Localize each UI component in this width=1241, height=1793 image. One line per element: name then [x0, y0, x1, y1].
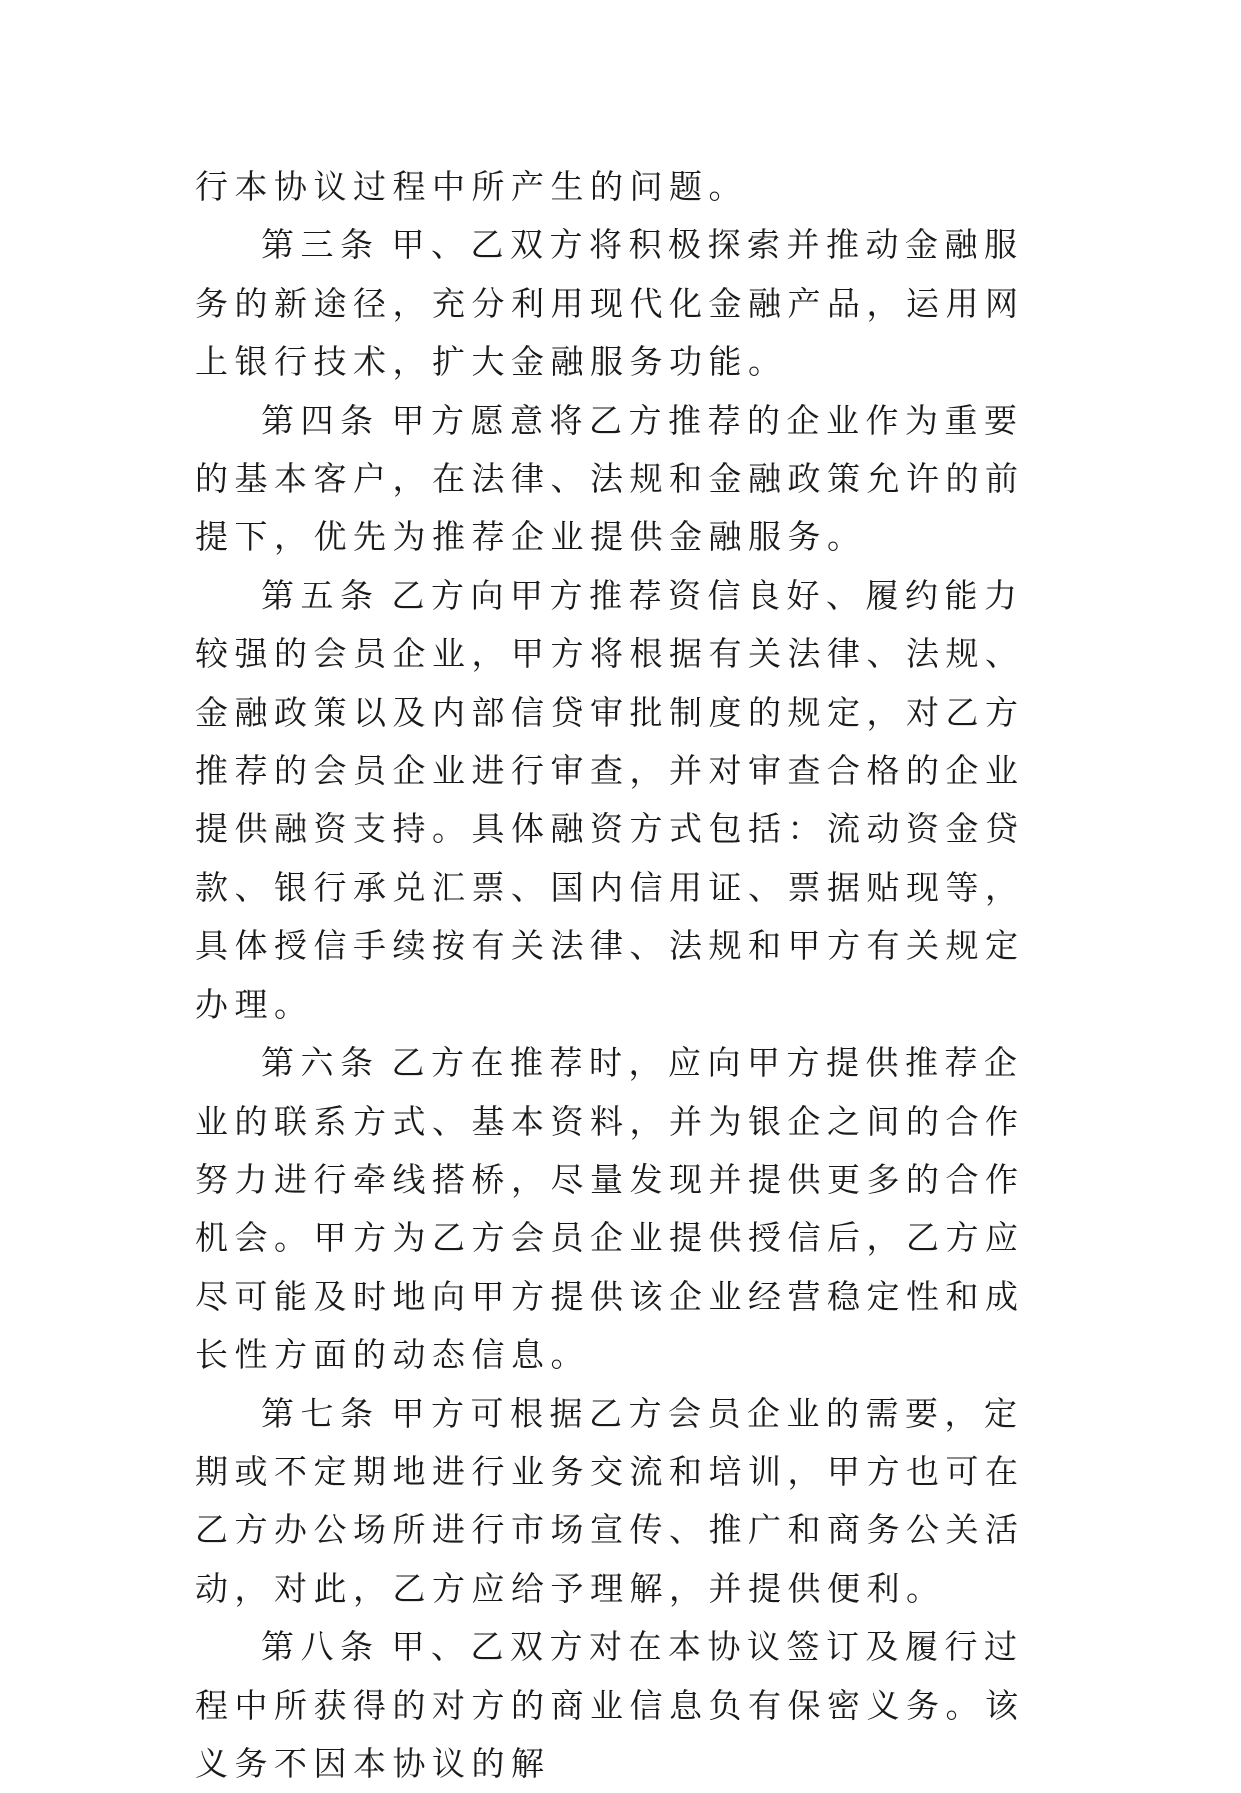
article-8 [195, 1618, 1055, 1793]
article-text: 乙方在推荐时，应向甲方提供推荐企业的联系方式、基本资料，并为银企之间的合作努力进行牵线搭桥，尽量发现并提供更多的合作机会。甲方为乙方会员企业提供授信后，乙方应尽可能及时地向甲方提供该企业经营稳定性和成长性方面的动态信息。 [195, 1043, 1025, 1375]
paragraph-continuation [195, 158, 1055, 216]
article-number: 第三条 [261, 225, 380, 265]
paragraph-text: 行本协议过程中所产生的问题。 [195, 167, 748, 206]
article-5 [195, 567, 1055, 1034]
article-number: 第四条 [261, 400, 380, 440]
article-6 [195, 1034, 1055, 1384]
article-number: 第七条 [261, 1393, 380, 1433]
article-text: 甲方愿意将乙方推荐的企业作为重要的基本客户，在法律、法规和金融政策允许的前提下，优先为推荐企业提供金融服务。 [195, 400, 1025, 557]
article-7 [195, 1385, 1055, 1619]
article-3 [195, 216, 1055, 391]
article-text: 乙方向甲方推荐资信良好、履约能力较强的会员企业，甲方将根据有关法律、法规、金融政策以及内部信贷审批制度的规定，对乙方推荐的会员企业进行审查，并对审查合格的企业提供融资支持。具体融资方式包括：流动资金贷款、银行承兑汇票、国内信用证、票据贴现等，具体授信手续按有关法律、法规和甲方有关规定办理。 [195, 575, 1025, 1024]
article-text: 甲、乙双方对在本协议签订及履行过程中所获得的对方的商业信息负有保密义务。该义务不因本协议的解 [195, 1627, 1025, 1783]
article-4 [195, 392, 1055, 567]
article-text: 甲方可根据乙方会员企业的需要，定期或不定期地进行业务交流和培训，甲方也可在乙方办公场所进行市场宣传、推广和商务公关活动，对此，乙方应给予理解，并提供便利。 [195, 1393, 1025, 1608]
article-number: 第六条 [261, 1043, 380, 1083]
article-text: 甲、乙双方将积极探索并推动金融服务的新途径，充分利用现代化金融产品，运用网上银行技术，扩大金融服务功能。 [195, 225, 1025, 382]
document-body [195, 158, 1055, 1793]
article-number: 第五条 [261, 575, 380, 615]
article-number: 第八条 [261, 1627, 380, 1667]
